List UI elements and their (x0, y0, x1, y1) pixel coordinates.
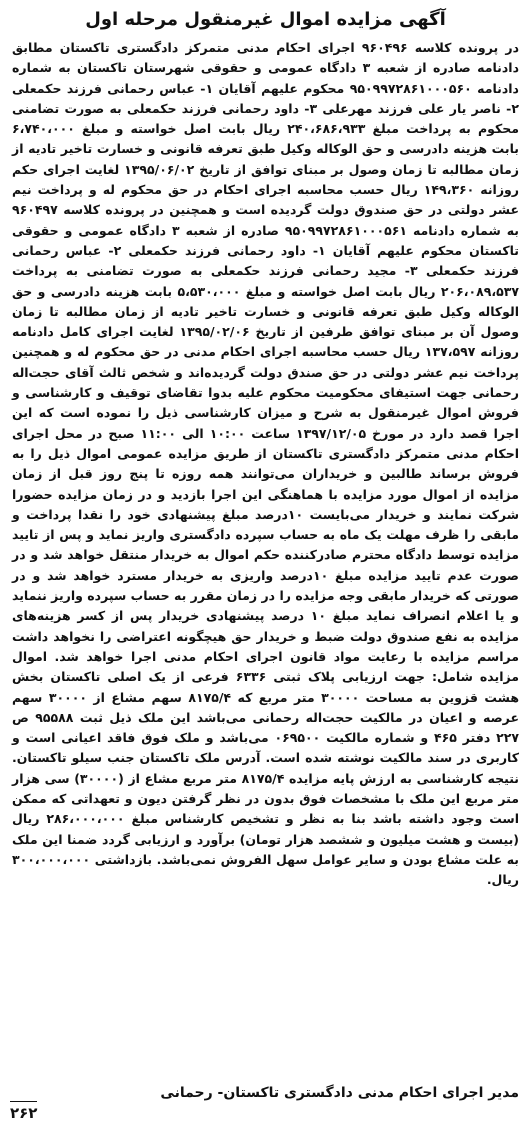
notice-title: آگهی مزایده اموال غیرمنقول مرحله اول (85, 9, 446, 30)
notice-signature: مدیر اجرای احکام مدنی دادگستری تاکستان- رحمانی (160, 1085, 519, 1101)
page-number: ۲۶۲ (10, 1101, 37, 1122)
notice-body: در پرونده کلاسه ۹۶۰۴۹۶ اجرای احکام مدنی متمرکز دادگستری تاکستان مطابق دادنامه صادره از شعبه ۳ دادگاه عمومی و حقوقی شهرستان تاکستان به شماره دادنامه ۹۵۰۹۹۷۲۸۶۱۰۰۰۵۶۰ محکوم علیهم آقایان ۱- عباس رحمانی فرزند حکمعلی ۲- ناصر یار علی فرزند مهرعلی ۳- داود رحمانی فرزند حکمعلی به صورت تضامنی محکوم به پرداخت مبلغ ۲۴۰،۶۸۶،۹۳۳ ریال بابت اصل خواسته و مبلغ ۶،۷۴۰،۰۰۰ بابت هزینه دادرسی و حق الوکاله وکیل طبق تعرفه قانونی و خسارت تاخیر تادیه از زمان مطالبه تا زمان وصول بر مبنای توافق از تاریخ ۱۳۹۵/۰۶/۰۲ لغایت اجرای حکم روزانه ۱۴۹،۳۶۰ ریال حسب محاسبه اجرای احکام در حق محکوم له و پرداخت نیم عشر دولتی در حق صندوق دولت گردیده است و همچنین در پرونده کلاسه ۹۶۰۴۹۷ به شماره دادنامه ۹۵۰۹۹۷۲۸۶۱۰۰۰۵۶۱ صادره از شعبه ۳ دادگاه عمومی و حقوقی تاکستان محکوم علیهم آقایان ۱- داود رحمانی فرزند حکمعلی ۲- عباس رحمانی فرزند حکمعلی ۳- مجید رحمانی فرزند حکمعلی به صورت تضامنی به پرداخت ۲۰۶،۰۸۹،۵۳۷ ریال بابت اصل خواسته و مبلغ ۵،۵۳۰،۰۰۰ بابت هزینه دادرسی و حق الوکاله وکیل طبق تعرفه قانونی و خسارت تاخیر تادیه از زمان مطالبه تا زمان وصول آن بر مبنای توافق طرفین از تاریخ ۱۳۹۵/۰۲/۰۶ لغایت اجرای کامل دادنامه روزانه ۱۳۷،۵۹۷ ریال حسب محاسبه اجرای احکام مدنی در حق محکوم له و همچنین پرداخت نیم عشر دولتی در حق صندق دولت گردیده‌اند و شخص ثالث آقای حجت‌اله رحمانی جهت استیفای محکومیت محکوم علیه بدوا تقاضای توقیف و کارشناسی و فروش اموال غیرمنقول به شرح و میزان کارشناسی ذیل را نموده است که این اجرا قصد دارد در مورخ ۱۳۹۷/۱۲/۰۵ ساعت ۱۰:۰۰ الی ۱۱:۰۰ صبح در محل اجرای احکام مدنی متمرکز دادگستری تاکستان از طریق مزایده عمومی اموال ذیل را به فروش برساند طالبین و خریداران می‌توانند همه روزه تا پنج روز قبل از زمان مزایده از اموال مورد مزایده با هماهنگی این اجرا بازدید و در زمان مزایده حضورا شرکت نمایند و خریدار می‌بایست ۱۰درصد مبلغ پیشنهادی خود را نقدا پرداخت و مابقی را ظرف مهلت یک ماه به حساب سپرده دادگستری واریز نماید و پس از تایید مزایده توسط دادگاه محترم صادرکننده حکم اموال به خریدار منتقل خواهد شد و در صورت عدم تایید مزایده مبلغ ۱۰درصد واریزی به خریدار مسترد خواهد شد و در صورتی که خریدار مابقی وجه مزایده را در زمان مقرر به حساب سپرده واریز ننماید و یا اعلام انصراف نماید مبلغ ۱۰ درصد پیشنهادی خریدار پس از کسر هزینه‌های مزایده به نفع صندوق دولت ضبط و خریدار حق هیچگونه اعتراضی را نخواهد داشت مراسم مزایده با رعایت مواد قانون اجرای احکام مدنی اجرا خواهد شد. اموال مزایده شامل: جهت ارزیابی پلاک ثبتی ۶۳۳۶ فرعی از یک اصلی تاکستان بخش هشت قزوین به مساحت ۳۰۰۰۰ متر مربع که ۸۱۷۵/۴ سهم مشاع از ۳۰۰۰۰ سهم عرصه و اعیان در مالکیت حجت‌اله رحمانی می‌باشد این ملک ذیل ثبت ۹۵۵۸۸ ص ۲۲۷ دفتر ۴۶۵ و شماره مالکیت ۰۶۹۵۰۰ می‌باشد و ملک فوق فاقد اعیانی است و کاربری در سند مالکیت نوشته شده است. آدرس ملک تاکستان جنب سیلو تاکستان. نتیجه کارشناسی به ارزش پایه مزایده ۸۱۷۵/۴ متر مربع مشاع از (۳۰۰۰۰) سی هزار متر مربع این ملک با مشخصات فوق بدون در نظر گرفتن دیون و تعهداتی که ممکن است وجود داشته باشد بنا به نظر و تشخیص کارشناس مبلغ ۲۸۶،۰۰۰،۰۰۰ ریال (بیست و هشت میلیون و ششصد هزار تومان) برآورد و ارزیابی گردد ضمنا این ملک به علت مشاع بودن و سایر عوامل سهل الفروش نمی‌باشد. بازداشتی ۳۰۰،۰۰۰،۰۰۰ ریال. (12, 40, 520, 888)
